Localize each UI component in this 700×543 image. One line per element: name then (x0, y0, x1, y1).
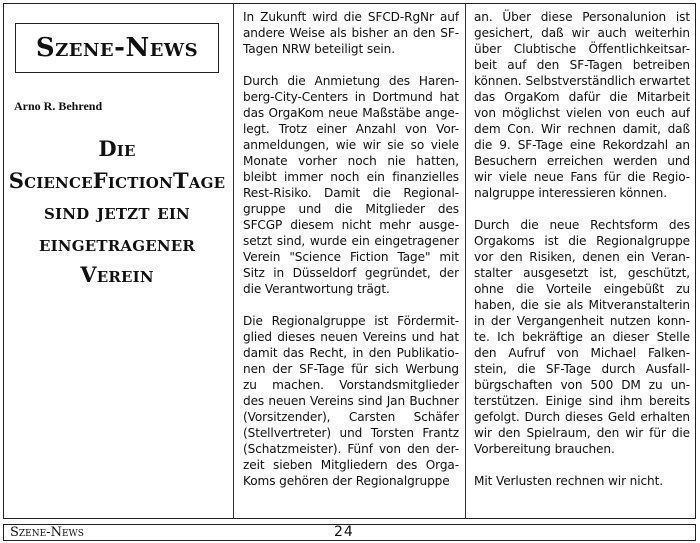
text-line: das OrgaKom dafür die Mitarbeit (474, 90, 690, 104)
text-line: setzt sind, wurde ein eingetragener (243, 234, 459, 248)
article-headline (4, 133, 230, 291)
text-line: nen der SF-Tage für sich Werbung (243, 362, 459, 376)
text-line: haben, die sie als Mitveranstalterin (474, 298, 690, 312)
text-line: (Vorsitzender), Carsten Schäfer (243, 410, 459, 424)
text-line: (Schatzmeister). Fünf von den der- (243, 442, 459, 456)
text-line: berg-City-Centers in Dortmund hat (243, 90, 459, 104)
page-footer (3, 524, 696, 541)
magazine-logo (15, 23, 219, 73)
text-line: dem Con. Wir rechnen damit, daß (474, 122, 690, 136)
paragraph (474, 9, 690, 201)
footer-title: Szene-News (10, 525, 84, 540)
text-line: Tagen NRW beteiligt sein. (243, 42, 395, 56)
text-line: Vorbereitung brauchen. (474, 442, 615, 456)
text-line: nalgruppe interessieren können. (474, 186, 667, 200)
text-line: SFCGP diesem nicht mehr ausge- (243, 218, 459, 232)
text-line: damit das Recht, in den Publikatio- (243, 346, 459, 360)
text-line: Mit Verlusten rechnen wir nicht. (474, 474, 664, 488)
paragraph (243, 9, 459, 57)
headline-line: ScienceFictionTage (8, 167, 226, 193)
text-line: können. Selbstverständlich erwartet (474, 74, 690, 88)
text-line: gefolgt. Durch dieses Geld erhalten (474, 410, 690, 424)
text-line: von möglichst vielen von euch auf (474, 106, 690, 120)
paragraph (243, 73, 459, 297)
text-line: des neuen Vereins sind Jan Buchner (243, 394, 459, 408)
paragraph (474, 473, 690, 489)
text-line: Verein "Science Fiction Tage" mit (243, 250, 459, 264)
text-line: vor den Risiken, denen ein Veran- (474, 250, 690, 264)
text-line: wir den Spielraum, den wir für die (474, 426, 690, 440)
text-line: stalter ausgesetzt ist, geschützt, (474, 266, 690, 280)
column-divider (465, 4, 466, 518)
text-line: (Stellvertreter) und Torsten Frantz (243, 426, 459, 440)
text-line: das OrgaKom neue Maßstäbe ange- (243, 106, 459, 120)
text-line: stein, die SF-Tage durch Ausfall- (474, 362, 690, 376)
text-line: Rest-Risiko. Damit die Regional- (243, 186, 459, 200)
text-line: Durch die Anmietung des Haren- (243, 74, 459, 88)
text-line: die 9. SF-Tage eine Rekordzahl an (474, 138, 690, 152)
text-line: die Verantwortung trägt. (243, 282, 390, 296)
text-line: Sitz in Düsseldorf gegründet, der (243, 266, 459, 280)
text-line: in der Vergangenheit nutzen konn- (474, 314, 690, 328)
text-line: glied dieses neuen Vereins und hat (243, 330, 459, 344)
text-line: Durch die neue Rechtsform des (474, 218, 690, 232)
column-divider (233, 4, 234, 518)
text-line: gesichert, daß wir auch weiterhin (474, 26, 690, 40)
headline-line: Die (98, 136, 136, 161)
text-line: an. Über diese Personalunion ist (474, 10, 690, 24)
text-line: gruppe und die Mitglieder des (243, 202, 459, 216)
text-line: terstützen. Einige sind ihm bereits (474, 394, 690, 408)
text-line: wir viele neue Fans für die Regio- (474, 170, 690, 184)
text-line: Koms gehören der Regionalgruppe (243, 474, 450, 488)
headline-line: eingetragener (38, 230, 196, 256)
page-number: 24 (334, 524, 354, 540)
text-column-right (474, 9, 690, 505)
paragraph (243, 313, 459, 489)
text-column-middle (243, 9, 459, 505)
text-line: andere Weise als bisher an den SF- (243, 26, 459, 40)
text-line: anmeldungen, wie wir sie so viele (243, 138, 459, 152)
text-line: legt. Trotz einer Anzahl von Vor- (243, 122, 459, 136)
text-line: beit auf den SF-Tagen betreiben (474, 58, 690, 72)
logo-text: Szene-News (35, 33, 199, 63)
text-line: In Zukunft wird die SFCD-RgNr auf (243, 10, 459, 24)
headline-line: sind jetzt ein (44, 199, 190, 224)
text-line: zu machen. Vorstandsmitglieder (243, 378, 459, 392)
text-line: über Clubtische Öffentlichkeitsar- (474, 42, 690, 56)
text-line: den Aufruf von Michael Falken- (474, 346, 690, 360)
paragraph (474, 217, 690, 457)
text-line: te. Ich bekräftige an dieser Stelle (474, 330, 690, 344)
text-line: Orgakoms ist die Regionalgruppe (474, 234, 690, 248)
text-line: bürgschaften von 500 DM zu un- (474, 378, 690, 392)
author-name: Arno R. Behrend (14, 99, 103, 113)
text-line: ohne die Vorteile eingebüßt zu (474, 282, 690, 296)
text-line: zeit sieben Mitgliedern des Orga- (243, 458, 459, 472)
headline-line: Verein (80, 262, 154, 287)
text-line: bleibt immer noch ein finanzielles (243, 170, 459, 184)
text-line: Die Regionalgruppe ist Fördermit- (243, 314, 459, 328)
text-line: Monate vorher noch nie hatten, (243, 154, 459, 168)
text-line: Besuchern erreichen werden und (474, 154, 690, 168)
